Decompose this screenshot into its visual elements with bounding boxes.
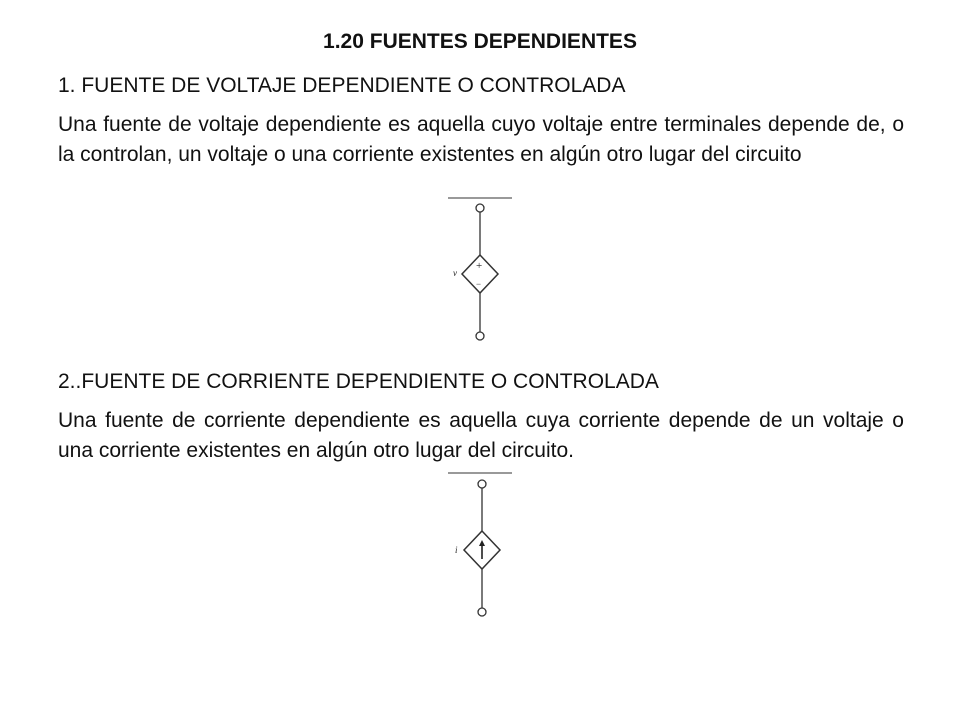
voltage-label: v [453, 268, 457, 278]
current-label: i [455, 545, 458, 555]
dependent-voltage-source-symbol [440, 190, 530, 350]
plus-sign: + [476, 260, 483, 272]
section-1-heading: 1. FUENTE DE VOLTAJE DEPENDIENTE O CONTROLADA [58, 74, 626, 97]
bottom-terminal [478, 608, 486, 616]
top-terminal [478, 480, 486, 488]
section-1-paragraph: Una fuente de voltaje dependiente es aquella cuyo voltaje entre terminales depende de, o la controlan, un voltaje o una corriente existentes en algún otro lugar del circuito [58, 113, 904, 166]
section-2-paragraph: Una fuente de corriente dependiente es aquella cuya corriente depende de un voltaje o una corriente existentes en algún otro lugar del circuito. [58, 409, 904, 462]
dependent-current-source-symbol [440, 465, 530, 625]
top-terminal [476, 204, 484, 212]
page-title: 1.20 FUENTES DEPENDIENTES [323, 30, 637, 53]
minus-sign: − [476, 279, 482, 289]
bottom-terminal [476, 332, 484, 340]
section-2-heading: 2..FUENTE DE CORRIENTE DEPENDIENTE O CONTROLADA [58, 370, 659, 393]
